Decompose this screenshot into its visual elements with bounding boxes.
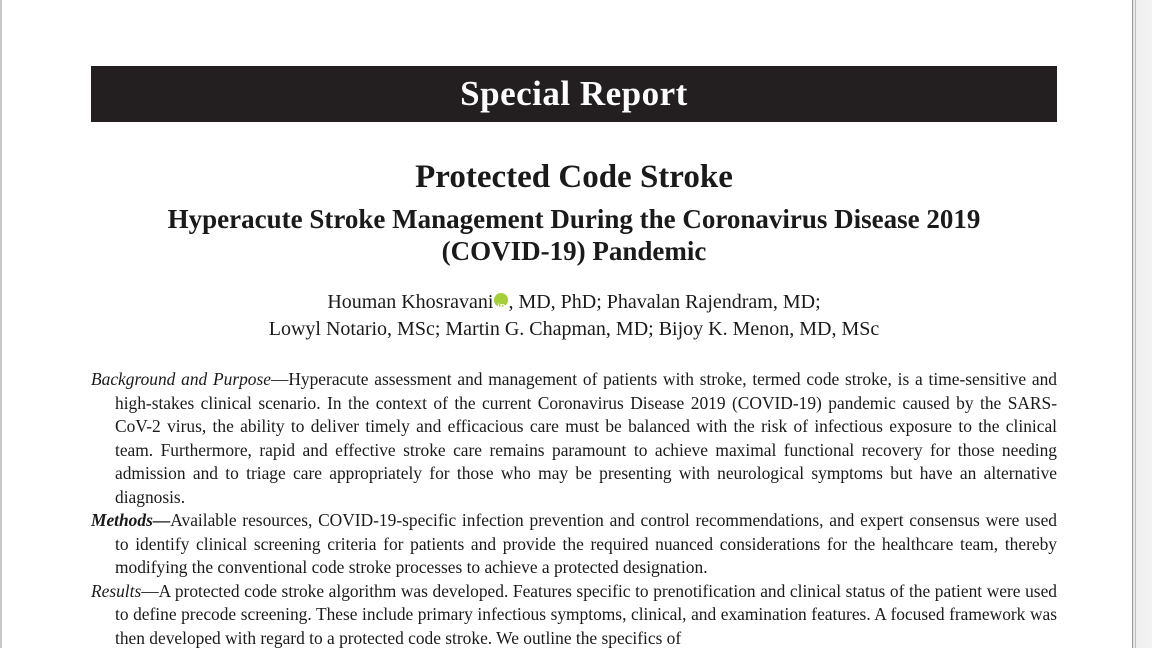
methods-label: Methods—	[91, 510, 170, 530]
background-label: Background and Purpose	[91, 369, 271, 389]
section-banner	[91, 66, 1057, 122]
scrollbar-border	[1132, 0, 1133, 648]
authors-line-2: Lowyl Notario, MSc; Martin G. Chapman, MD; Bijoy K. Menon, MD, MSc	[91, 316, 1057, 343]
subtitle-line-2: (COVID-19) Pandemic	[91, 235, 1057, 267]
article-subtitle	[91, 203, 1057, 267]
author-name-khosravani: Houman Khosravani	[327, 291, 493, 313]
abstract	[91, 368, 1057, 650]
abstract-methods	[91, 509, 1057, 580]
authors-line-1-rest: , MD, PhD; Phavalan Rajendram, MD;	[508, 291, 820, 313]
authors-line-1	[91, 289, 1057, 316]
banner-label: Special Report	[460, 74, 688, 114]
scrollbar-inner-border	[1135, 0, 1136, 648]
vertical-scrollbar[interactable]	[1132, 0, 1152, 648]
abstract-results	[91, 580, 1057, 650]
article-title: Protected Code Stroke	[91, 157, 1057, 197]
orcid-icon[interactable]	[494, 293, 508, 307]
page-left-edge	[0, 0, 2, 648]
subtitle-line-1: Hyperacute Stroke Management During the Coronavirus Disease 2019	[91, 203, 1057, 235]
results-text: —A protected code stroke algorithm was developed. Features specific to prenotification and clinical status of the patient were used to define precode screening. These include primary infectious symptoms, clinical, and examination features. A focused framework was then developed with regard to a protected code stroke. We outline the specifics of	[115, 581, 1057, 648]
abstract-background	[91, 368, 1057, 509]
background-text: —Hyperacute assessment and management of patients with stroke, termed code stroke, is a time-sensitive and high-stakes clinical scenario. In the context of the current Coronavirus Disease 2019 (COVID-19) pandemic caused by the SARS-CoV-2 virus, the ability to deliver timely and efficacious care must be balanced with the risk of infectious exposure to the clinical team. Furthermore, rapid and effective stroke care remains paramount to achieve maximal functional recovery for those needing admission and to triage care appropriately for those who may be presenting with neurological symptoms but have an alternative diagnosis.	[115, 369, 1057, 507]
methods-text: Available resources, COVID-19-specific infection prevention and control recommendations, and expert consensus were used to identify clinical screening criteria for patients and provide the required nuanced considerations for the healthcare team, thereby modifying the conventional code stroke processes to achieve a protected designation.	[115, 510, 1057, 577]
author-list	[91, 289, 1057, 343]
results-label: Results	[91, 581, 141, 601]
